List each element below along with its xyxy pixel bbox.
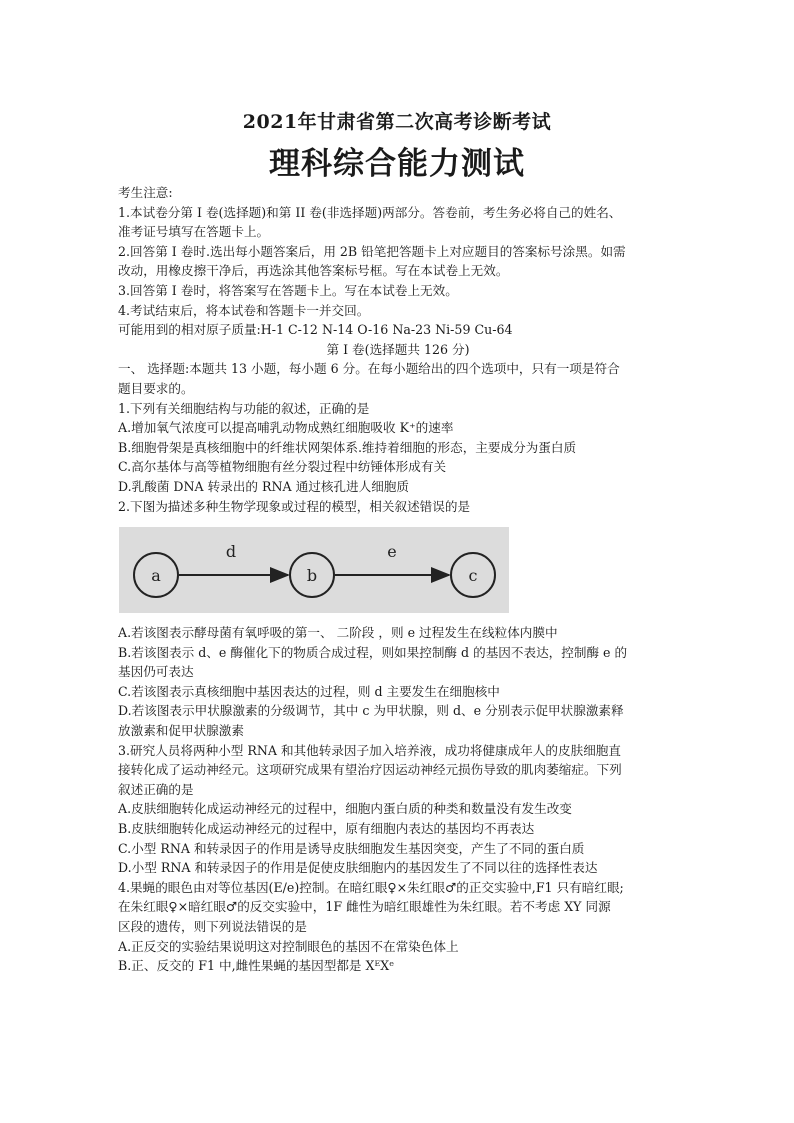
q1-option-c: C.高尔基体与高等植物细胞有丝分裂过程中纺锤体形成有关: [118, 459, 447, 475]
notice-line: 改动，用橡皮擦干净后，再选涂其他答案标号框。写在本试卷上无效。: [118, 263, 509, 279]
q2-option-b: B.若该图表示 d、e 酶催化下的物质合成过程，则如果控制酶 d 的基因不表达，控制酶 e 的: [118, 644, 628, 660]
q1-option-a: A.增加氧气浓度可以提高哺乳动物成熟红细胞吸收 K⁺的速率: [118, 420, 454, 436]
notice-line: 准考证号填写在答题卡上。: [118, 224, 270, 240]
section-heading: 第 I 卷(选择题共 126 分): [326, 341, 470, 357]
atomic-mass-line: 可能用到的相对原子质量:H-1 C-12 N-14 O-16 Na-23 Ni-59 Cu-64: [118, 322, 513, 338]
q2-option-c: C.若该图表示真核细胞中基因表达的过程，则 d 主要发生在细胞核中: [118, 683, 500, 699]
q4-stem: 区段的遗传，则下列说法错误的是: [118, 919, 307, 934]
notice-heading: 考生注意:: [118, 185, 173, 200]
notice-line: 4.考试结束后，将本试卷和答题卡一并交回。: [118, 302, 370, 318]
q2-stem: 2.下图为描述多种生物学现象或过程的模型，相关叙述错误的是: [118, 498, 471, 514]
q3-option-c: C.小型 RNA 和转录因子的作用是诱导皮肤细胞发生基因突变，产生了不同的蛋白质: [118, 840, 585, 856]
q3-stem: 叙述正确的是: [118, 781, 194, 797]
q3-option-a: A.皮肤细胞转化成运动神经元的过程中，细胞内蛋白质的种类和数量没有发生改变: [118, 801, 572, 817]
q1-option-b: B.细胞骨架是真核细胞中的纤维状网架体系.维持着细胞的形态，主要成分为蛋白质: [118, 439, 577, 455]
q2-option-d: D.若该图表示甲状腺激素的分级调节，其中 c 为甲状腺，则 d、e 分别表示促甲状腺激素释: [118, 703, 624, 719]
q4-stem: 在朱红眼♀×暗红眼♂的反交实验中，1F 雌性为暗红眼雄性为朱红眼。若不考虑 XY 同源: [118, 899, 611, 915]
q1-stem: 1.下列有关细胞结构与功能的叙述，正确的是: [118, 400, 370, 416]
q3-stem: 接转化成了运动神经元。这项研究成果有望治疗因运动神经元损伤导致的肌肉萎缩症。下列: [118, 762, 622, 778]
node-b-label: b: [306, 566, 318, 586]
q4-option-b: B.正、反交的 F1 中,雌性果蝇的基因型都是 XᴱXᵉ: [118, 958, 395, 974]
notice-line: 3.回答第 I 卷时，将答案写在答题卡上。写在本试卷上无效。: [118, 282, 458, 298]
q3-stem: 3.研究人员将两种小型 RNA 和其他转录因子加入培养液，成功将健康成年人的皮肤细胞直: [118, 742, 621, 758]
q3-option-d: D.小型 RNA 和转录因子的作用是促使皮肤细胞内的基因发生了不同以往的选择性表达: [118, 860, 598, 876]
q2-option-a: A.若该图表示酵母菌有氧呼吸的第一、 二阶段 ，则 e 过程发生在线粒体内膜中: [118, 625, 558, 641]
node-c-label: c: [468, 566, 478, 586]
q2-flow-diagram: [119, 527, 509, 613]
instructions-line: 题目要求的。: [118, 380, 194, 396]
flow-diagram-svg: [119, 527, 509, 613]
q3-option-b: B.皮肤细胞转化成运动神经元的过程中，原有细胞内表达的基因均不再表达: [118, 821, 535, 837]
edge-e-label: e: [387, 542, 397, 562]
exam-title: 2021年甘肃省第二次高考诊断考试: [242, 111, 552, 133]
subject-title: 理科综合能力测试: [269, 146, 525, 182]
q1-option-d: D.乳酸菌 DNA 转录出的 RNA 通过核孔进人细胞质: [118, 478, 409, 494]
exam-body: [118, 183, 678, 976]
q4-option-a: A.正反交的实验结果说明这对控制眼色的基因不在常染色体上: [118, 938, 459, 954]
notice-line: 2.回答第 I 卷时.选出每小题答案后，用 2B 铅笔把答题卡上对应题目的答案标号涂黑。如需: [118, 243, 626, 259]
q4-stem: 4.果蝇的眼色由对等位基因(E/e)控制。在暗红眼♀×朱红眼♂的正交实验中,F1 只有暗红眼;: [118, 879, 624, 895]
node-a-label: a: [151, 566, 161, 586]
edge-d-label: d: [225, 542, 237, 562]
instructions-line: 一、 选择题:本题共 13 小题，每小题 6 分。在每小题给出的四个选项中，只有一项是符合: [118, 361, 620, 377]
q2-option-d-cont: 放激素和促甲状腺激素: [118, 723, 244, 739]
notice-line: 1.本试卷分第 I 卷(选择题)和第 II 卷(非选择题)两部分。答卷前，考生务必将自己的姓名、: [118, 204, 622, 220]
q2-option-b-cont: 基因仍可表达: [118, 664, 194, 680]
